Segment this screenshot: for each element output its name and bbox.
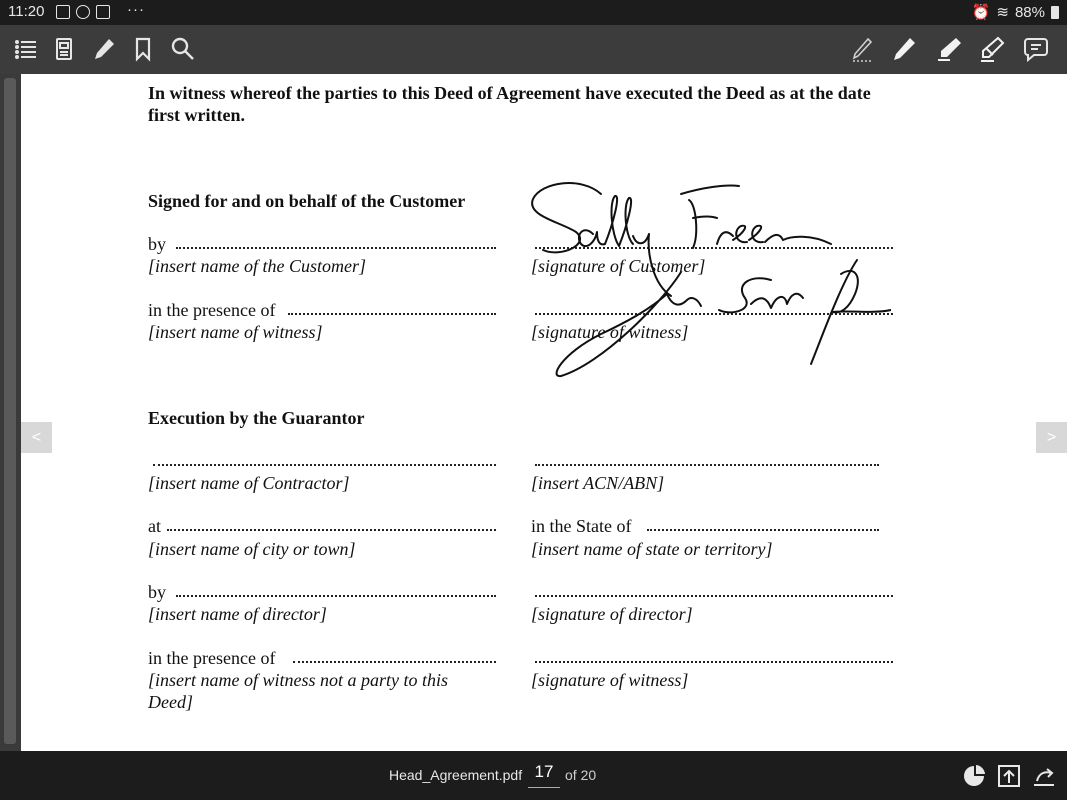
witness-name-line bbox=[288, 313, 496, 315]
at-label: at bbox=[148, 516, 161, 536]
witness-signature-line bbox=[535, 313, 893, 315]
wifi-icon: ≋ bbox=[996, 4, 1009, 21]
customer-name-hint: [insert name of the Customer] bbox=[148, 256, 366, 276]
next-page-arrow[interactable]: > bbox=[1036, 422, 1067, 453]
shield-notification-icon bbox=[76, 5, 90, 19]
witness2-signature-line bbox=[535, 661, 893, 663]
customer-handwritten-signature[interactable] bbox=[521, 174, 851, 384]
state-line bbox=[647, 529, 879, 531]
contractor-hint: [insert name of Contractor] bbox=[148, 473, 350, 493]
toolbar bbox=[0, 25, 1067, 74]
battery-icon bbox=[1051, 6, 1059, 19]
customer-name-line bbox=[176, 247, 496, 249]
by-label-2: by bbox=[148, 582, 166, 602]
pen-icon-2[interactable] bbox=[890, 35, 918, 63]
battery-level: 88% bbox=[1014, 3, 1045, 21]
page-number-input[interactable]: 17 bbox=[528, 762, 560, 788]
scroll-track[interactable] bbox=[4, 78, 16, 744]
customer-signature-line bbox=[535, 247, 893, 249]
witness2-hint-line-1: [insert name of witness not a party to this bbox=[148, 670, 449, 690]
list-icon[interactable] bbox=[12, 35, 40, 63]
director-signature-hint: [signature of director] bbox=[531, 604, 693, 624]
contractor-line bbox=[153, 464, 496, 466]
app-notification-icon bbox=[96, 5, 110, 19]
state-hint: [insert name of state or territory] bbox=[531, 539, 773, 559]
bottom-bar bbox=[0, 751, 1067, 800]
customer-heading: Signed for and on behalf of the Customer bbox=[148, 191, 466, 211]
pen-icon[interactable] bbox=[90, 35, 118, 63]
page-count: of 20 bbox=[565, 767, 597, 783]
status-right bbox=[972, 3, 1059, 21]
rotate-icon[interactable] bbox=[1031, 763, 1057, 789]
by-label: by bbox=[148, 234, 166, 254]
presence-label-2: in the presence of bbox=[148, 648, 276, 668]
customer-signature-hint: [signature of Customer] bbox=[531, 256, 706, 276]
witness2-signature-hint: [signature of witness] bbox=[531, 670, 689, 690]
acn-hint: [insert ACN/ABN] bbox=[531, 473, 665, 493]
intro-line-1: In witness whereof the parties to this Deed of Agreement have executed the Deed as at the date bbox=[148, 83, 871, 103]
marker-icon[interactable] bbox=[935, 35, 963, 63]
alarm-icon: ⏰ bbox=[971, 4, 991, 21]
presence-label: in the presence of bbox=[148, 300, 276, 320]
city-hint: [insert name of city or town] bbox=[148, 539, 356, 559]
image-notification-icon bbox=[56, 5, 70, 19]
director-hint: [insert name of director] bbox=[148, 604, 327, 624]
bookmark-icon[interactable] bbox=[129, 35, 157, 63]
page-icon[interactable] bbox=[50, 35, 78, 63]
comment-icon[interactable] bbox=[1022, 35, 1050, 63]
witness-name-hint: [insert name of witness] bbox=[148, 322, 323, 342]
city-line bbox=[167, 529, 496, 531]
thin-pen-icon[interactable] bbox=[848, 35, 876, 63]
witness-signature-hint: [signature of witness] bbox=[531, 322, 689, 342]
state-label: in the State of bbox=[531, 516, 632, 536]
acn-line bbox=[535, 464, 879, 466]
director-name-line bbox=[176, 595, 496, 597]
file-name: Head_Agreement.pdf bbox=[389, 767, 523, 783]
pdf-page bbox=[21, 74, 1067, 751]
search-icon[interactable] bbox=[169, 35, 197, 63]
highlighter-icon[interactable] bbox=[978, 35, 1006, 63]
pie-chart-icon[interactable] bbox=[961, 763, 987, 789]
witness2-name-line bbox=[293, 661, 496, 663]
guarantor-heading: Execution by the Guarantor bbox=[148, 408, 365, 428]
director-signature-line bbox=[535, 595, 893, 597]
intro-line-2: first written. bbox=[148, 105, 245, 125]
previous-page-arrow[interactable]: < bbox=[21, 422, 52, 453]
more-notifications-icon: ··· bbox=[127, 1, 145, 18]
export-icon[interactable] bbox=[996, 763, 1022, 789]
status-time: 11:20 bbox=[8, 3, 45, 20]
status-bar bbox=[0, 0, 1067, 25]
witness2-hint-line-2: Deed] bbox=[148, 692, 193, 712]
notification-icons bbox=[56, 5, 110, 19]
